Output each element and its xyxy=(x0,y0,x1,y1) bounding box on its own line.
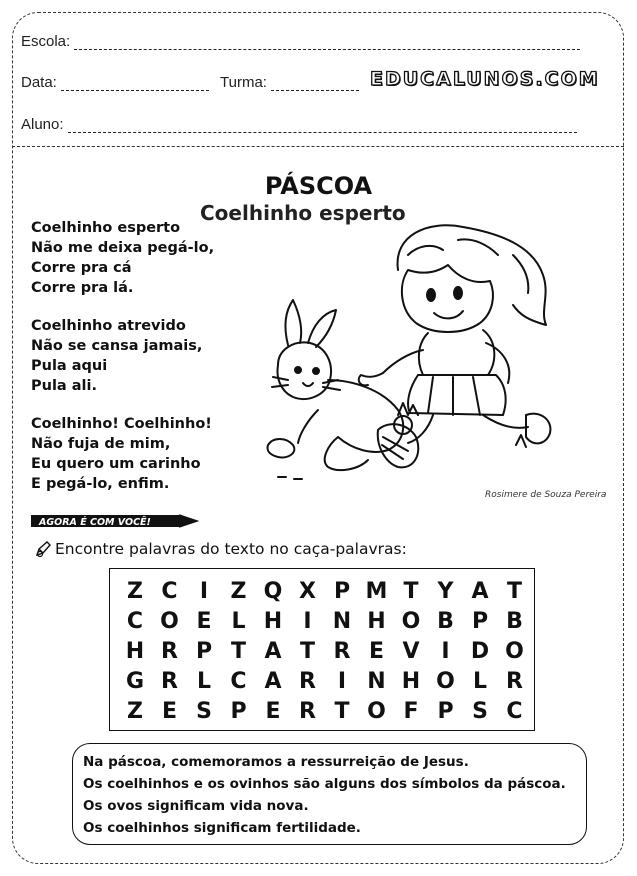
poem-line: Corre pra lá. xyxy=(31,280,134,296)
fact-line: Os ovos significam vida nova. xyxy=(83,798,309,814)
pencil-note-icon xyxy=(34,540,52,558)
poem-stanza-3 xyxy=(31,414,212,494)
fact-line: Na páscoa, comemoramos a ressurreição de Jesus. xyxy=(83,754,469,770)
word-search-letter[interactable]: S xyxy=(472,699,488,724)
word-search-letter[interactable]: O xyxy=(401,609,421,634)
poem-line: Não se cansa jamais, xyxy=(31,338,203,354)
word-search-grid xyxy=(109,568,535,731)
brand-logo: EDUCALUNOS.COM xyxy=(370,68,600,90)
word-search-letter[interactable]: E xyxy=(265,699,281,724)
word-search-letter[interactable]: T xyxy=(230,639,246,664)
word-search-letter[interactable]: H xyxy=(125,639,145,664)
word-search-letter[interactable]: Q xyxy=(263,579,283,604)
poem-line: Pula ali. xyxy=(31,378,97,394)
word-search-letter[interactable]: E xyxy=(161,699,178,724)
word-search-letter[interactable]: P xyxy=(333,579,351,604)
page-title: PÁSCOA xyxy=(264,172,373,200)
poem-stanza-1 xyxy=(31,218,214,298)
word-search-letter[interactable]: T xyxy=(334,699,350,724)
word-search-letter[interactable]: C xyxy=(506,699,523,724)
facts-box xyxy=(72,743,587,845)
poem-line: Coelhinho! Coelhinho! xyxy=(31,416,212,432)
poem-line: E pegá-lo, enfim. xyxy=(31,476,170,492)
word-search-letter[interactable]: A xyxy=(471,579,489,604)
word-search-letter[interactable]: I xyxy=(337,669,347,694)
illustration-credit: Rosimere de Souza Pereira xyxy=(485,490,607,500)
poem-line: Coelhinho atrevido xyxy=(31,318,186,334)
poem-line: Pula aqui xyxy=(31,358,108,374)
word-search-letter[interactable]: D xyxy=(470,639,490,664)
word-search-letter[interactable]: N xyxy=(367,669,386,694)
student-label: Aluno: xyxy=(21,116,64,133)
date-field xyxy=(21,74,209,91)
word-search-letter[interactable]: O xyxy=(436,669,455,694)
student-input-line[interactable] xyxy=(68,120,577,133)
school-field xyxy=(21,33,580,50)
word-search-letter[interactable]: O xyxy=(505,639,524,664)
word-search-letter[interactable]: B xyxy=(506,609,523,634)
poem-line: Corre pra cá xyxy=(31,260,132,276)
fact-line: Os coelhinhos e os ovinhos são alguns dos símbolos da páscoa. xyxy=(83,776,566,792)
word-search-letter[interactable]: P xyxy=(230,699,247,724)
word-search-letter[interactable]: B xyxy=(437,609,454,634)
word-search-letter[interactable]: G xyxy=(125,669,145,694)
class-label: Turma: xyxy=(220,74,267,91)
word-search-letter[interactable]: X xyxy=(299,579,316,604)
word-search-letter[interactable]: Z xyxy=(127,699,143,724)
word-search-letter[interactable]: R xyxy=(161,669,178,694)
word-search-letter[interactable]: Y xyxy=(437,579,454,604)
word-search-letter[interactable]: C xyxy=(230,669,247,694)
word-search-letter[interactable]: P xyxy=(437,699,454,724)
word-search-letter[interactable]: S xyxy=(196,699,212,724)
word-search-letter[interactable]: O xyxy=(367,699,386,724)
word-search-letter[interactable]: T xyxy=(299,639,315,664)
word-search-letter[interactable]: C xyxy=(126,609,144,634)
class-field xyxy=(220,74,359,91)
word-search-letter[interactable]: I xyxy=(199,579,209,604)
word-search-letter[interactable]: R xyxy=(299,699,316,724)
word-search-letter[interactable]: M xyxy=(365,579,388,604)
word-search-letter[interactable]: E xyxy=(196,609,212,634)
date-label: Data: xyxy=(21,74,57,91)
activity-badge xyxy=(31,513,201,529)
word-search-letter[interactable]: N xyxy=(332,609,352,634)
instruction xyxy=(34,540,407,558)
word-search-letter[interactable]: V xyxy=(402,639,420,664)
word-search-letter[interactable]: Z xyxy=(127,579,143,604)
word-search-letter[interactable]: Z xyxy=(230,579,247,604)
poem-stanza-2 xyxy=(31,316,202,396)
word-search-letter[interactable]: P xyxy=(471,609,489,634)
student-field xyxy=(21,116,577,133)
school-input-line[interactable] xyxy=(74,37,580,50)
word-search-letter[interactable]: R xyxy=(161,639,178,664)
word-search-letter[interactable]: H xyxy=(263,609,283,634)
word-search-letter[interactable]: C xyxy=(161,579,178,604)
activity-badge-text: AGORA É COM VOCÊ! xyxy=(39,517,151,528)
word-search-letter[interactable]: T xyxy=(403,579,419,604)
school-label: Escola: xyxy=(21,33,71,50)
date-input-line[interactable] xyxy=(61,78,209,91)
word-search-letter[interactable]: R xyxy=(299,669,316,694)
poem-line: Não me deixa pegá-lo, xyxy=(31,240,215,256)
word-search-letter[interactable]: I xyxy=(441,639,450,664)
poem-title: Coelhinho esperto xyxy=(200,201,406,225)
word-search-letter[interactable]: L xyxy=(231,609,246,634)
fact-line: Os coelhinhos significam fertilidade. xyxy=(83,820,361,836)
word-search-letter[interactable]: F xyxy=(403,699,419,724)
word-search-letter[interactable]: O xyxy=(160,609,179,634)
word-search-letter[interactable]: P xyxy=(195,639,213,664)
header-divider xyxy=(12,146,624,147)
word-search-letter[interactable]: L xyxy=(196,669,212,694)
class-input-line[interactable] xyxy=(271,78,359,91)
word-search-letter[interactable]: A xyxy=(264,669,282,694)
word-search-letter[interactable]: L xyxy=(472,669,488,694)
poem-line: Eu quero um carinho xyxy=(31,456,201,472)
word-search-letter[interactable]: H xyxy=(367,609,386,634)
word-search-letter[interactable]: I xyxy=(303,609,312,634)
girl-chasing-rabbit-illustration xyxy=(258,215,598,490)
word-search-letter[interactable]: H xyxy=(401,669,421,694)
word-search-letter[interactable]: E xyxy=(368,639,385,664)
poem-line: Não fuja de mim, xyxy=(31,436,171,452)
instruction-text: Encontre palavras do texto no caça-palavras: xyxy=(55,540,407,558)
word-search-letter[interactable]: A xyxy=(264,639,282,664)
word-search-letter[interactable]: R xyxy=(333,639,351,664)
poem-line: Coelhinho esperto xyxy=(31,220,181,236)
word-search-letter[interactable]: R xyxy=(506,669,523,694)
word-search-letter[interactable]: T xyxy=(506,579,522,604)
